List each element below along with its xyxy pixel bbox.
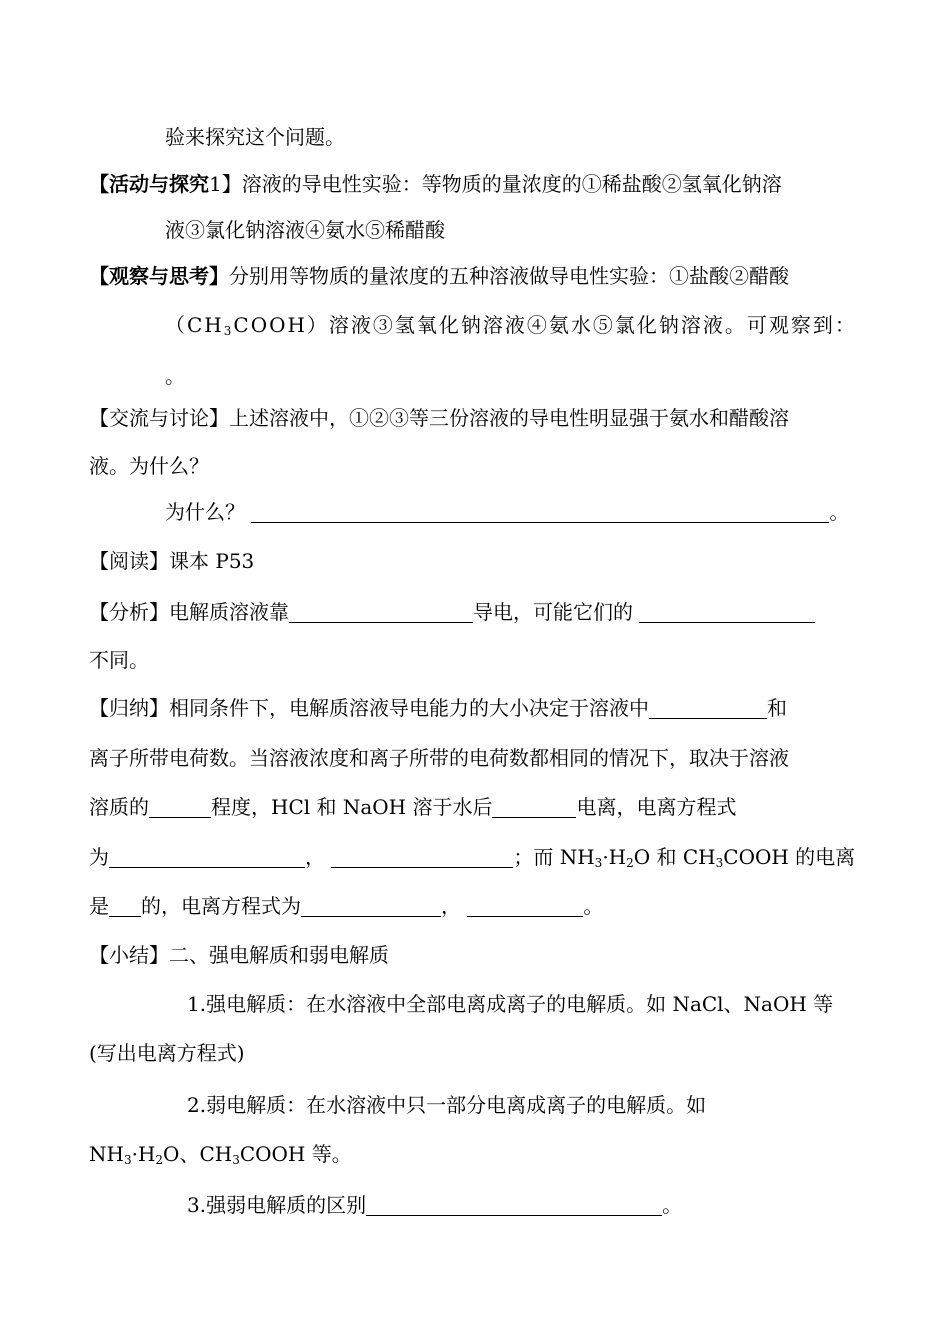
observe-line-2 [165,311,857,339]
summary-item-2-cont [89,1140,352,1168]
induction-tag: 【归纳】 [89,696,169,720]
summary-text: COOH 等。 [239,1142,352,1166]
activity-text-cont: 液③氯化钠溶液④氨水⑤稀醋酸 [165,218,445,242]
induction-text: 程度，HCl 和 NaOH 溶于水后 [211,795,493,819]
summary-text: 3.强弱电解质的区别 [187,1193,367,1217]
discussion-tag: 【交流与讨论】 [89,406,229,430]
induction-text: ， [305,845,325,869]
summary-item-2: 2.弱电解质：在水溶液中只一部分电离成离子的电解质。如 [187,1093,707,1117]
induction-line [89,694,787,722]
activity-heading-line [89,170,782,198]
summary-text: NH [89,1142,124,1166]
observe-text-part: COOH）溶液③氢氧化钠溶液④氨水⑤氯化钠溶液。可观察到： [233,313,857,337]
summary-item-1: 1.强电解质：在水溶液中全部电离成离子的电解质。如 NaCl、NaOH 等 [187,992,834,1016]
observe-text-part: （CH [165,313,224,337]
analysis-tag: 【分析】 [89,600,169,624]
subscript: 2 [626,856,634,870]
activity-tag: 【活动与探究 [89,172,209,196]
answer-blank[interactable] [492,795,576,818]
answer-blank[interactable] [301,894,441,917]
answer-blank[interactable] [109,894,141,917]
summary-text: ·H [131,1142,156,1166]
answer-blank[interactable] [331,845,513,868]
induction-line-3 [89,793,736,821]
induction-text: 相同条件下，电解质溶液导电能力的大小决定于溶液中 [169,696,649,720]
induction-text: O 和 CH [633,845,716,869]
analysis-text-cont: 不同。 [89,648,149,672]
induction-text: 为 [89,845,109,869]
analysis-text: 导电，可能它们的 [473,600,633,624]
subscript: 3 [223,324,234,338]
induction-text: 。 [583,894,604,918]
answer-blank[interactable] [289,600,473,623]
discussion-line [89,404,789,432]
induction-text: ， [441,894,461,918]
induction-line-2: 离子所带电荷数。当溶液浓度和离子所带的电荷数都相同的情况下，取决于溶液 [89,746,789,770]
summary-heading: 【小结】二、强电解质和弱电解质 [89,943,389,967]
answer-blank[interactable] [251,500,829,523]
induction-text: 电离，电离方程式 [576,795,737,819]
induction-text: 是 [89,894,109,918]
subscript: 3 [123,1153,132,1167]
analysis-text: 电解质溶液靠 [169,600,289,624]
why-label: 为什么？ [165,500,245,524]
subscript: 3 [594,856,603,870]
induction-text: COOH 的电离 [723,845,856,869]
observe-line [89,262,789,290]
summary-text: O、CH [163,1142,233,1166]
period: 。 [829,500,850,524]
discussion-text-cont: 液。为什么？ [89,454,209,478]
induction-text: ；而 NH [513,845,595,869]
activity-text: 溶液的导电性实验：等物质的量浓度的①稀盐酸②氢氧化钠溶 [241,172,782,196]
induction-text: 溶质的 [89,795,149,819]
activity-number: 1】 [209,172,242,196]
answer-blank[interactable] [109,845,305,868]
answer-blank[interactable] [649,696,767,719]
period: 。 [662,1193,683,1217]
answer-blank[interactable] [366,1193,662,1216]
discussion-text: 上述溶液中，①②③等三份溶液的导电性明显强于氨水和醋酸溶 [229,406,789,430]
analysis-line [89,598,815,626]
why-line [165,498,849,526]
induction-text: 和 [767,696,787,720]
induction-line-4 [89,843,855,871]
answer-blank[interactable] [149,795,211,818]
reading-line: 【阅读】课本 P53 [89,549,255,573]
summary-item-3 [187,1191,682,1219]
subscript: 3 [715,856,724,870]
observe-tag: 【观察与思考】 [89,264,229,288]
text-line: 验来探究这个问题。 [165,125,345,149]
observe-end: 。 [165,364,185,388]
observe-text: 分别用等物质的量浓度的五种溶液做导电性实验：①盐酸②醋酸 [229,264,789,288]
induction-text: 的，电离方程式为 [141,894,301,918]
answer-blank[interactable] [467,894,583,917]
subscript: 2 [155,1153,164,1167]
summary-item-1-cont: (写出电离方程式) [89,1041,245,1065]
induction-text: ·H [602,845,627,869]
answer-blank[interactable] [639,600,815,623]
induction-line-5 [89,892,603,920]
subscript: 3 [232,1153,240,1167]
